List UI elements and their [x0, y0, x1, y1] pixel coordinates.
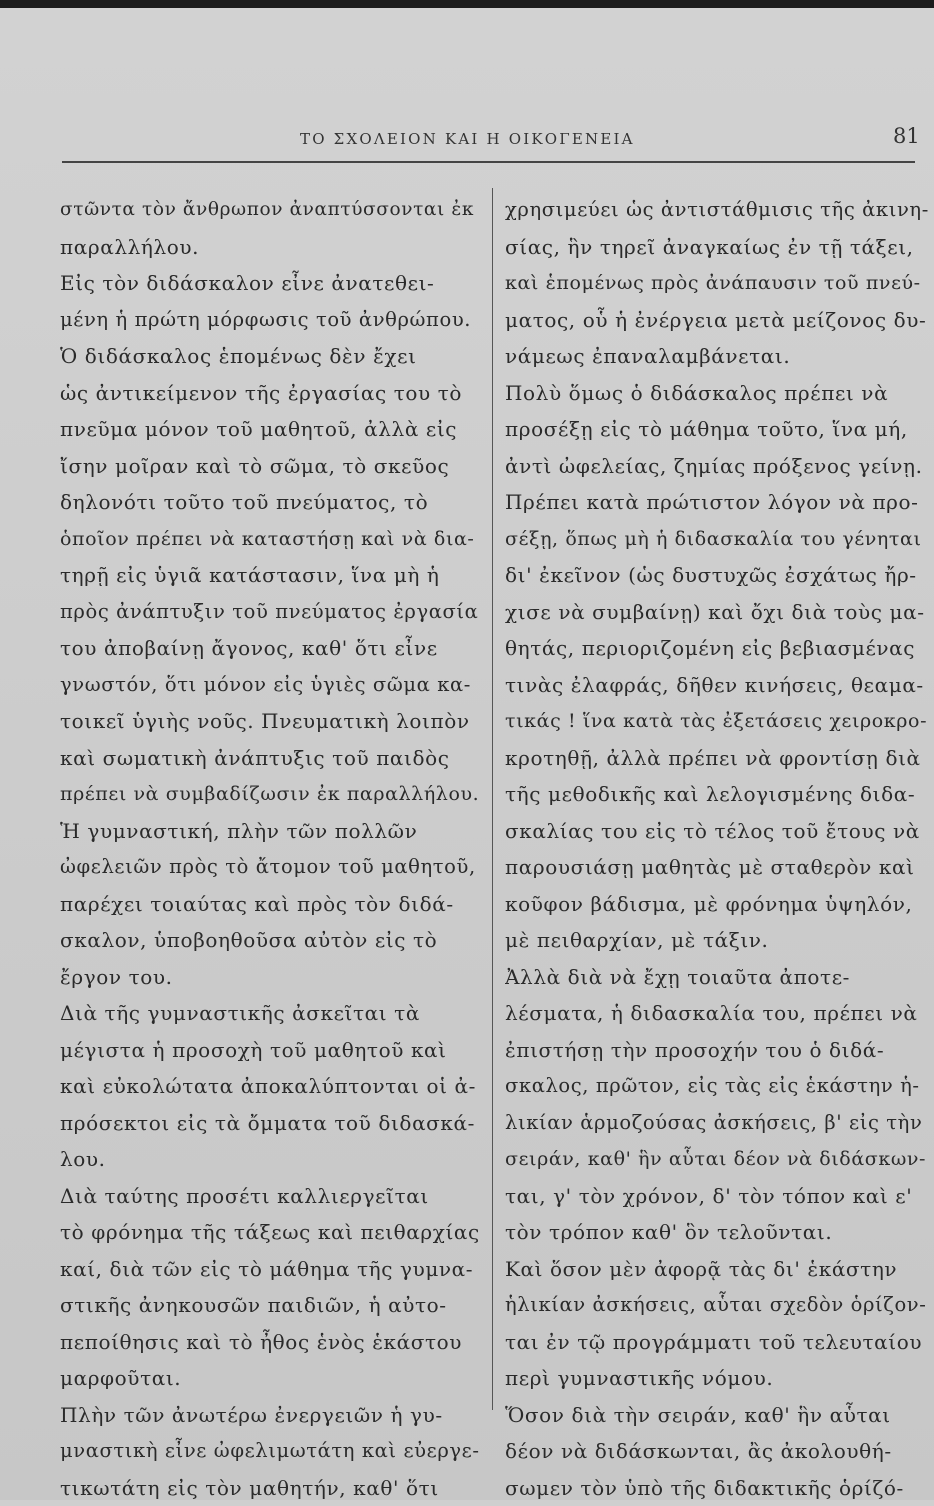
text-line: Ἀλλὰ διὰ νὰ ἔχῃ τοιαῦτα ἀποτε- — [505, 959, 929, 996]
text-line: λικίαν ἁρμοζούσας ἀσκήσεις, β' εἰς τὴν — [505, 1105, 929, 1142]
right-column — [505, 192, 929, 1506]
text-line: μέγιστα ἡ προσοχὴ τοῦ μαθητοῦ καὶ — [60, 1032, 480, 1069]
text-line: δέον νὰ διδάσκωνται, ἂς ἀκολουθή- — [505, 1433, 929, 1470]
text-line: ἴσην μοῖραν καὶ τὸ σῶμα, τὸ σκεῦος — [60, 448, 480, 485]
text-line: Πρέπει κατὰ πρώτιστον λόγον νὰ προ- — [505, 484, 929, 521]
text-line: παρέχει τοιαύτας καὶ πρὸς τὸν διδά- — [60, 886, 480, 923]
text-line: στῶντα τὸν ἄνθρωπον ἀναπτύσσονται ἐκ — [60, 192, 480, 229]
text-line: ται, γ' τὸν χρόνον, δ' τὸν τόπον καὶ ε' — [505, 1178, 929, 1215]
text-line: σκαλον, ὑποβοηθοῦσα αὐτὸν εἰς τὸ — [60, 922, 480, 959]
text-line: προσέξῃ εἰς τὸ μάθημα τοῦτο, ἵνα μή, — [505, 411, 929, 448]
text-line: τικωτάτη εἰς τὸν μαθητήν, καθ' ὅτι — [60, 1470, 480, 1506]
text-line: γνωστόν, ὅτι μόνον εἰς ὑγιὲς σῶμα κα- — [60, 667, 480, 704]
scan-edge — [0, 0, 934, 8]
text-line: Καὶ ὅσον μὲν ἀφορᾷ τὰς δι' ἑκάστην — [505, 1251, 929, 1288]
text-line: κροτηθῇ, ἀλλὰ πρέπει νὰ φροντίσῃ διὰ — [505, 740, 929, 777]
page-number: 81 — [893, 124, 920, 148]
text-line: μναστικὴ εἶνε ὠφελιμωτάτη καὶ εὐεργε- — [60, 1433, 480, 1470]
text-line: καί, διὰ τῶν εἰς τὸ μάθημα τῆς γυμνα- — [60, 1251, 480, 1288]
text-line: τικάς ! ἵνα κατὰ τὰς ἐξετάσεις χειροκρο- — [505, 703, 929, 740]
text-line: μένη ἡ πρώτη μόρφωσις τοῦ ἀνθρώπου. — [60, 302, 480, 339]
text-line: θητάς, περιοριζομένη εἰς βεβιασμένας — [505, 630, 929, 667]
text-line: ἐπιστήσῃ τὴν προσοχήν του ὁ διδά- — [505, 1032, 929, 1069]
text-line: σειράν, καθ' ἣν αὗται δέον νὰ διδάσκων- — [505, 1141, 929, 1178]
text-line: κοῦφον βάδισμα, μὲ φρόνημα ὑψηλόν, — [505, 886, 929, 923]
text-line: χισε νὰ συμβαίνῃ) καὶ ὄχι διὰ τοὺς μα- — [505, 594, 929, 631]
text-line: παρουσιάσῃ μαθητὰς μὲ σταθερὸν καὶ — [505, 849, 929, 886]
column-divider — [492, 188, 493, 1410]
text-line: τὸν τρόπον καθ' ὃν τελοῦνται. — [505, 1214, 929, 1251]
text-line: πνεῦμα μόνον τοῦ μαθητοῦ, ἀλλὰ εἰς — [60, 411, 480, 448]
header-rule — [62, 161, 915, 163]
text-line: μαρφοῦται. — [60, 1360, 480, 1397]
text-line: Εἰς τὸν διδάσκαλον εἶνε ἀνατεθει- — [60, 265, 480, 302]
text-line: τηρῇ εἰς ὑγιᾶ κατάστασιν, ἵνα μὴ ἡ — [60, 557, 480, 594]
text-line: Ὁ διδάσκαλος ἑπομένως δὲν ἔχει — [60, 338, 480, 375]
text-line: τινὰς ἐλαφράς, δῆθεν κινήσεις, θεαμα- — [505, 667, 929, 704]
text-line: πρέπει νὰ συμβαδίζωσιν ἐκ παραλλήλου. — [60, 776, 480, 813]
text-line: ὠφελειῶν πρὸς τὸ ἄτομον τοῦ μαθητοῦ, — [60, 849, 480, 886]
text-line: ἀντὶ ὠφελείας, ζημίας πρόξενος γείνῃ. — [505, 448, 929, 485]
text-line: μὲ πειθαρχίαν, μὲ τάξιν. — [505, 922, 929, 959]
text-line: τῆς μεθοδικῆς καὶ λελογισμένης διδα- — [505, 776, 929, 813]
text-line: Ὅσον διὰ τὴν σειράν, καθ' ἣν αὗται — [505, 1397, 929, 1434]
text-line: του ἀποβαίνῃ ἄγονος, καθ' ὅτι εἶνε — [60, 630, 480, 667]
running-head: ΤΟ ΣΧΟΛΕΙΟΝ ΚΑΙ Η ΟΙΚΟΓΕΝΕΙΑ — [300, 130, 635, 148]
text-line: ὁποῖον πρέπει νὰ καταστήσῃ καὶ νὰ δια- — [60, 521, 480, 558]
text-line: ἔργον του. — [60, 959, 480, 996]
text-line: σκαλίας του εἰς τὸ τέλος τοῦ ἔτους νὰ — [505, 813, 929, 850]
text-line: ται ἐν τῷ προγράμματι τοῦ τελευταίου — [505, 1324, 929, 1361]
text-line: ὡς ἀντικείμενον τῆς ἐργασίας του τὸ — [60, 375, 480, 412]
text-line: Πλὴν τῶν ἀνωτέρω ἐνεργειῶν ἡ γυ- — [60, 1397, 480, 1434]
left-column — [60, 192, 480, 1506]
text-line: χρησιμεύει ὡς ἀντιστάθμισις τῆς ἀκινη- — [505, 192, 929, 229]
text-line: Διὰ ταύτης προσέτι καλλιεργεῖται — [60, 1178, 480, 1215]
text-line: παραλλήλου. — [60, 229, 480, 266]
text-line: καὶ ἑπομένως πρὸς ἀνάπαυσιν τοῦ πνεύ- — [505, 265, 929, 302]
text-line: πρόσεκτοι εἰς τὰ ὄμματα τοῦ διδασκά- — [60, 1105, 480, 1142]
text-line: καὶ σωματικὴ ἀνάπτυξις τοῦ παιδὸς — [60, 740, 480, 777]
text-line: τὸ φρόνημα τῆς τάξεως καὶ πειθαρχίας — [60, 1214, 480, 1251]
text-line: δι' ἐκεῖνον (ὡς δυστυχῶς ἐσχάτως ἤρ- — [505, 557, 929, 594]
text-line: Πολὺ ὅμως ὁ διδάσκαλος πρέπει νὰ — [505, 375, 929, 412]
text-line: νάμεως ἐπαναλαμβάνεται. — [505, 338, 929, 375]
text-line: τοικεῖ ὑγιὴς νοῦς. Πνευματικὴ λοιπὸν — [60, 703, 480, 740]
text-line: λέσματα, ἡ διδασκαλία του, πρέπει νὰ — [505, 995, 929, 1032]
text-line: στικῆς ἀνηκουσῶν παιδιῶν, ἡ αὐτο- — [60, 1287, 480, 1324]
text-line: σωμεν τὸν ὑπὸ τῆς διδακτικῆς ὁρίζό- — [505, 1470, 929, 1506]
text-line: σκαλος, πρῶτον, εἰς τὰς εἰς ἑκάστην ἡ- — [505, 1068, 929, 1105]
text-line: περὶ γυμναστικῆς νόμου. — [505, 1360, 929, 1397]
text-line: σίας, ἣν τηρεῖ ἀναγκαίως ἐν τῇ τάξει, — [505, 229, 929, 266]
text-line: ματος, οὗ ἡ ἐνέργεια μετὰ μείζονος δυ- — [505, 302, 929, 339]
text-line: Ἡ γυμναστική, πλὴν τῶν πολλῶν — [60, 813, 480, 850]
text-line: καὶ εὐκολώτατα ἀποκαλύπτονται οἱ ἀ- — [60, 1068, 480, 1105]
text-line: σέξῃ, ὅπως μὴ ἡ διδασκαλία του γένηται — [505, 521, 929, 558]
text-line: πεποίθησις καὶ τὸ ἦθος ἑνὸς ἑκάστου — [60, 1324, 480, 1361]
text-line: λου. — [60, 1141, 480, 1178]
text-line: ἡλικίαν ἀσκήσεις, αὗται σχεδὸν ὁρίζον- — [505, 1287, 929, 1324]
text-line: Διὰ τῆς γυμναστικῆς ἀσκεῖται τὰ — [60, 995, 480, 1032]
text-line: δηλονότι τοῦτο τοῦ πνεύματος, τὸ — [60, 484, 480, 521]
text-line: πρὸς ἀνάπτυξιν τοῦ πνεύματος ἐργασία — [60, 594, 480, 631]
